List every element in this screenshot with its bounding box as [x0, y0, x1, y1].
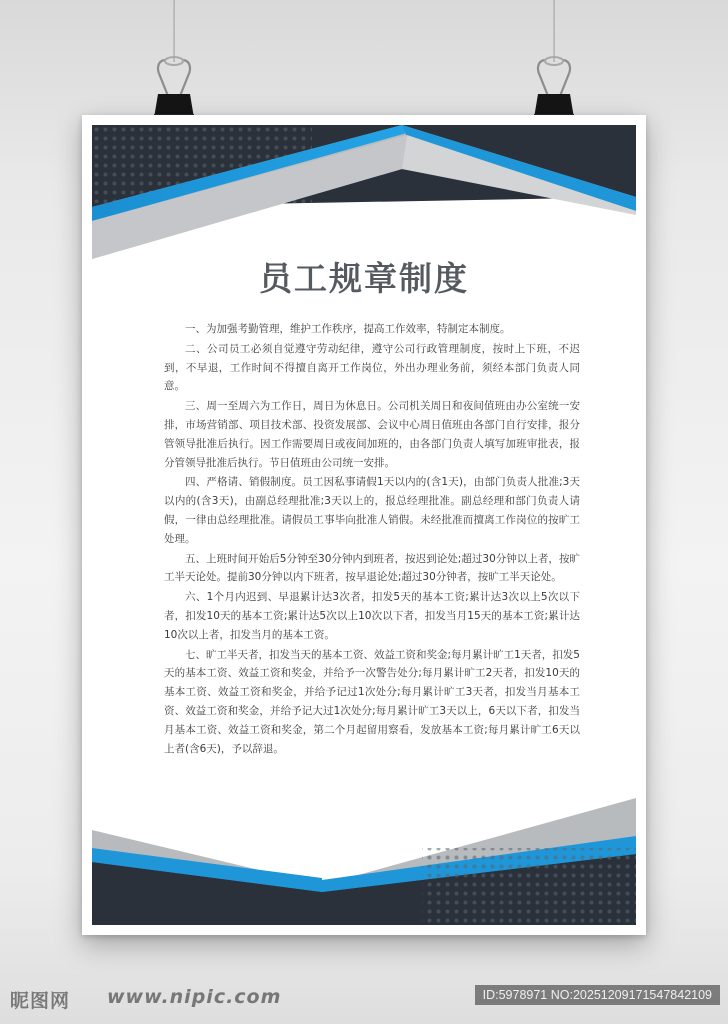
- hanging-wire-right: [553, 0, 555, 62]
- paragraph-1: 一、为加强考勤管理，维护工作秩序，提高工作效率，特制定本制度。: [185, 323, 511, 335]
- paragraph-5: 五、上班时间开始后5分钟至30分钟内到班者，按迟到论处;超过30分钟以上者，按旷工半天论处。提前30分钟以内下班者，按早退论处;超过30分钟者，按旷工半天论处。: [164, 552, 580, 584]
- paragraph-7: 七、旷工半天者，扣发当天的基本工资、效益工资和奖金;每月累计旷工1天者，扣发5天的基本工资、效益工资和奖金，并给予一次警告处分;每月累计旷工2天者，扣发10天的基本工资、效益工资和奖金，并给予记过1次处分;每月累计旷工3天者，扣发当月基本工资、效益工资和奖金，并给予记大过1次处分;每月累计旷工3天以上，6天以下者，扣发当月基本工资、效益工资和奖金，第二个月起留用察看，发放基本工资;每月累计旷工6天以上者(含6天)，予以辞退。: [164, 648, 580, 755]
- paragraph-6: 六、1个月内迟到、早退累计达3次者，扣发5天的基本工资;累计达3次以上5次以下者，扣发10天的基本工资;累计达5次以上10次以下者，扣发当月15天的基本工资;累计达10次以上者，扣发当月的基本工资。: [164, 591, 580, 641]
- paragraph-3: 三、周一至周六为工作日，周日为休息日。公司机关周日和夜间值班由办公室统一安排，市场营销部、项目技术部、投资发展部、会议中心周日值班由各部门自行安排，报分管领导批准后执行。因工作需要周日或夜间加班的，由各部门负责人填写加班审批表，报分管领导批准后执行。节日值班由公司统一安排。: [164, 400, 580, 469]
- bottom-decoration: [92, 790, 636, 925]
- binder-clip-left: [152, 56, 196, 122]
- watermark-id: ID:5978971 NO:20251209171547842109: [475, 985, 720, 1005]
- watermark-bar: [0, 980, 728, 1014]
- binder-clip-right: [532, 56, 576, 122]
- watermark-logo: 昵图网: [10, 990, 71, 1012]
- paragraph-4: 四、严格请、销假制度。员工因私事请假1天以内的(含1天)，由部门负责人批准;3天以内的(含3天)，由副总经理批准;3天以上的，报总经理批准。副总经理和部门负责人请假，一律由总经理批准。请假员工事毕向批准人销假。未经批准而擅离工作岗位的按旷工处理。: [164, 476, 580, 545]
- paragraph-2: 二、公司员工必须自觉遵守劳动纪律，遵守公司行政管理制度，按时上下班，不迟到，不早退，工作时间不得擅自离开工作岗位，外出办理业务前，须经本部门负责人同意。: [164, 342, 580, 393]
- poster: [82, 115, 646, 935]
- hanging-wire-left: [173, 0, 175, 62]
- page-title: 员工规章制度: [259, 259, 469, 298]
- regulations-text: [164, 320, 580, 759]
- watermark-site: www.nipic.com: [107, 986, 282, 1008]
